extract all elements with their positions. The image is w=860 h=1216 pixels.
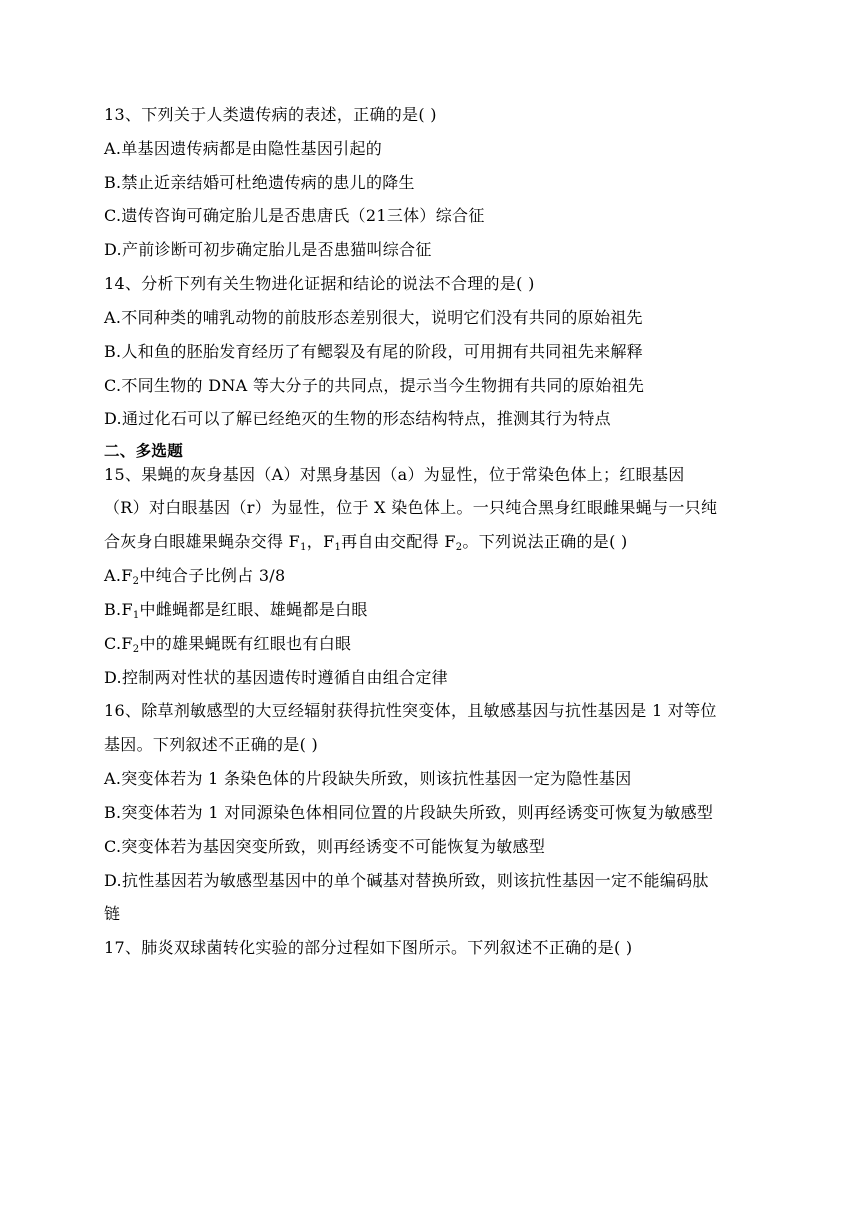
question-15-stem-line-1: 15、果蝇的灰身基因（A）对黑身基因（a）为显性，位于常染色体上；红眼基因 xyxy=(104,465,685,484)
question-16-option-d-continued: 链 xyxy=(104,904,121,923)
question-15-stem-line-2: （R）对白眼基因（r）为显性，位于 X 染色体上。一只纯合黑身红眼雌果蝇与一只纯 xyxy=(104,498,718,517)
question-14-option-d: D.通过化石可以了解已经绝灭的生物的形态结构特点，推测其行为特点 xyxy=(104,409,611,428)
question-15-option-a: $A.F_2$中纯合子比例占 3/8 xyxy=(104,566,286,587)
question-15-option-b: $B.F_1$中雌蝇都是红眼、雄蝇都是白眼 xyxy=(104,600,368,621)
question-14-option-b: B.人和鱼的胚胎发育经历了有鳃裂及有尾的阶段，可用拥有共同祖先来解释 xyxy=(104,342,644,361)
section-heading-multiple-choice: 二、多选题 xyxy=(104,442,184,460)
question-13-option-a: A.单基因遗传病都是由隐性基因引起的 xyxy=(104,139,383,158)
question-16-stem-line-1: 16、除草剂敏感型的大豆经辐射获得抗性突变体，且敏感基因与抗性基因是 1 对等位 xyxy=(104,701,717,720)
question-14-stem: 14、分析下列有关生物进化证据和结论的说法不合理的是( ) xyxy=(104,274,535,293)
question-13-option-b: B.禁止近亲结婚可杜绝遗传病的患儿的降生 xyxy=(104,173,415,192)
question-15-option-c: $C.F_2$中的雄果蝇既有红眼也有白眼 xyxy=(104,634,352,655)
question-16-option-d: D.抗性基因若为敏感型基因中的单个碱基对替换所致，则该抗性基因一定不能编码肽 xyxy=(104,871,709,890)
question-16-stem-line-2: 基因。下列叙述不正确的是( ) xyxy=(104,735,319,754)
question-13-option-d: D.产前诊断可初步确定胎儿是否患猫叫综合征 xyxy=(104,240,432,259)
question-16-option-b: B.突变体若为 1 对同源染色体相同位置的片段缺失所致，则再经诱变可恢复为敏感型 xyxy=(104,803,714,822)
question-14-option-c: C.不同生物的 DNA 等大分子的共同点，提示当今生物拥有共同的原始祖先 xyxy=(104,376,645,395)
question-13-option-c: C.遗传咨询可确定胎儿是否患唐氏（21三体）综合征 xyxy=(104,206,485,225)
question-14-option-a: A.不同种类的哺乳动物的前肢形态差别很大，说明它们没有共同的原始祖先 xyxy=(104,308,643,327)
question-17-stem: 17、肺炎双球菌转化实验的部分过程如下图所示。下列叙述不正确的是( ) xyxy=(104,938,633,957)
question-16-option-a: A.突变体若为 1 条染色体的片段缺失所致，则该抗性基因一定为隐性基因 xyxy=(104,769,632,788)
question-13-stem: 13、下列关于人类遗传病的表述，正确的是( ) xyxy=(104,105,437,124)
question-15-option-d: D.控制两对性状的基因遗传时遵循自由组合定律 xyxy=(104,668,448,687)
question-15-stem-line-3: 合灰身白眼雄果蝇杂交得 $F_1$，$F_1$再自由交配得 $F_2$。下列说法正确的是( ) xyxy=(104,532,628,553)
question-16-option-c: C.突变体若为基因突变所致，则再经诱变不可能恢复为敏感型 xyxy=(104,837,546,856)
